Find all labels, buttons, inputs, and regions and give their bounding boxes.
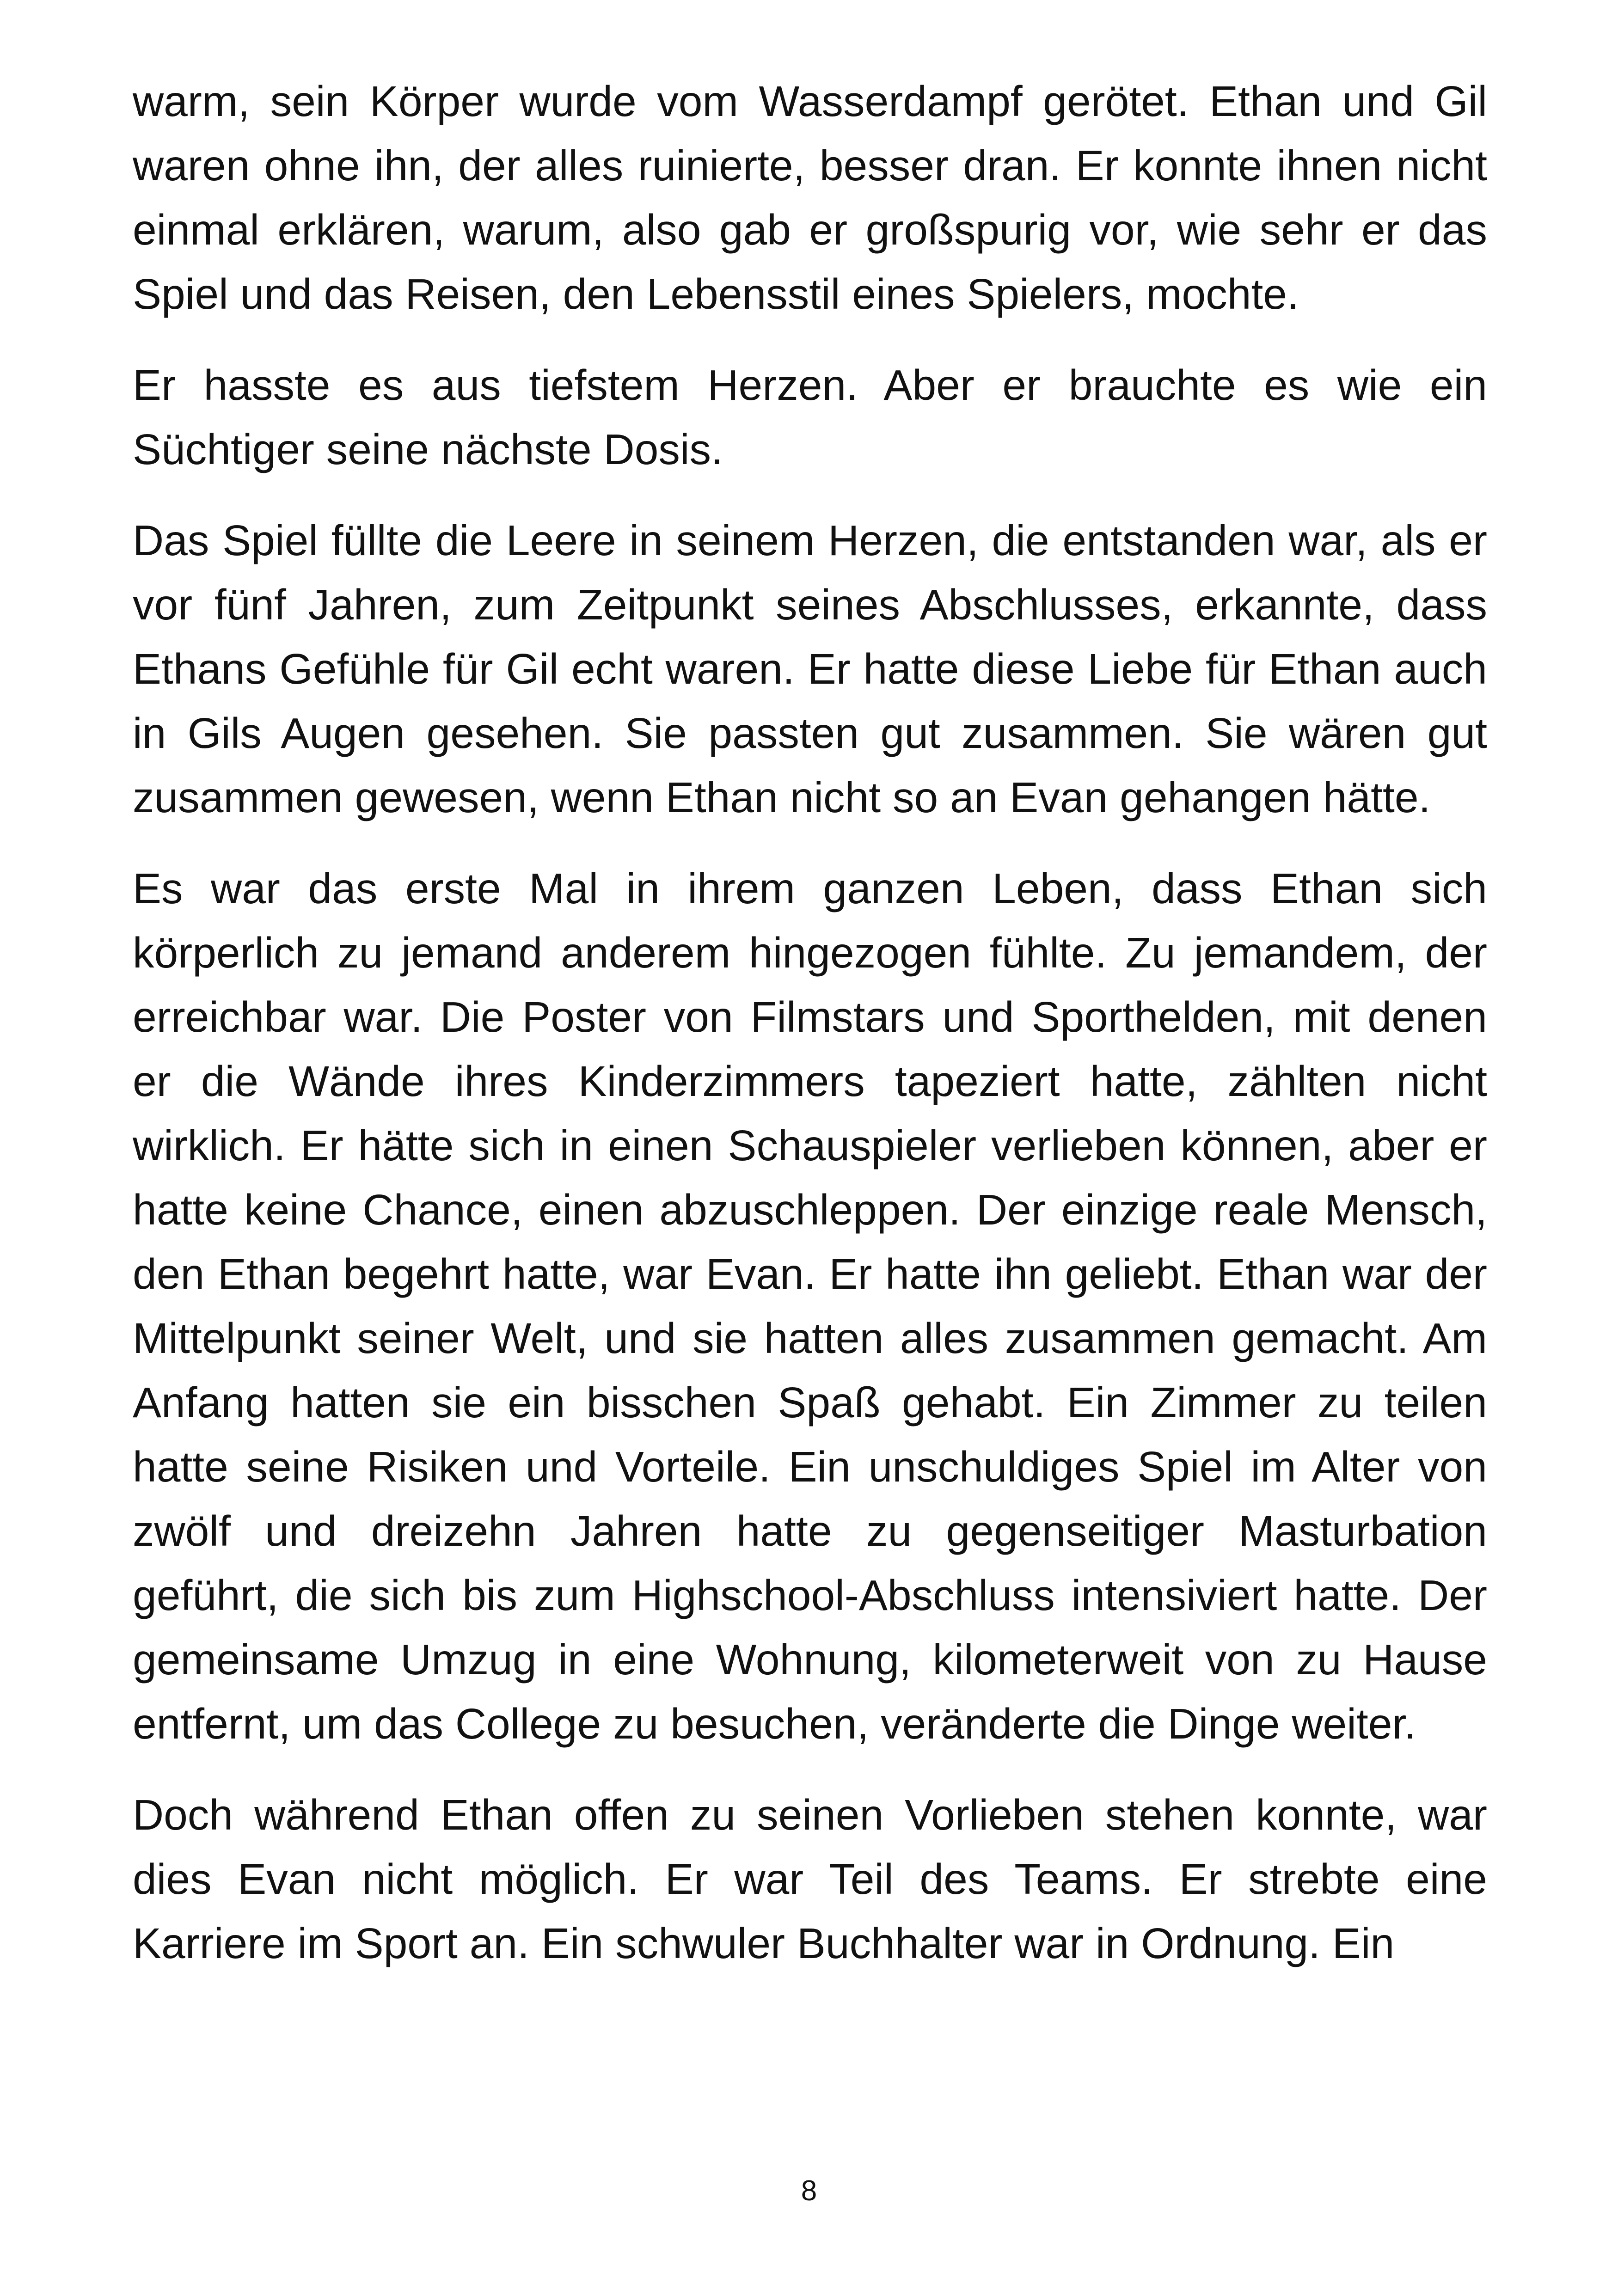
body-text bbox=[133, 69, 1487, 2002]
paragraph-1: warm, sein Körper wurde vom Wasserdampf gerötet. Ethan und Gil waren ohne ihn, der alles ruinierte, besser dran. Er konnte ihnen nicht einmal erklären, warum, also gab er großspurig vor, wie sehr er das Spiel und das Reisen, den Lebensstil eines Spielers, mochte. bbox=[133, 77, 1487, 318]
paragraph-4: Es war das erste Mal in ihrem ganzen Leben, dass Ethan sich körperlich zu jemand anderem hingezogen fühlte. Zu jemandem, der erreichbar war. Die Poster von Filmstars und Sporthelden, mit denen er die Wände ihres Kinderzimmers tapeziert hatte, zählten nicht wirklich. Er hätte sich in einen Schauspieler verlieben können, aber er hatte keine Chance, einen abzuschleppen. Der einzige reale Mensch, den Ethan begehrt hatte, war Evan. Er hatte ihn geliebt. Ethan war der Mittelpunkt seiner Welt, und sie hatten alles zusammen gemacht. Am Anfang hatten sie ein bisschen Spaß gehabt. Ein Zimmer zu teilen hatte seine Risiken und Vorteile. Ein unschuldiges Spiel im Alter von zwölf und dreizehn Jahren hatte zu gegenseitiger Masturbation geführt, die sich bis zum Highschool-Abschluss intensiviert hatte. Der gemeinsame Umzug in eine Wohnung, kilometerweit von zu Hause entfernt, um das College zu besuchen, veränderte die Dinge weiter. bbox=[133, 864, 1487, 1748]
paragraph-3: Das Spiel füllte die Leere in seinem Herzen, die entstanden war, als er vor fünf Jahren, zum Zeitpunkt seines Abschlusses, erkannte, dass Ethans Gefühle für Gil echt waren. Er hatte diese Liebe für Ethan auch in Gils Augen gesehen. Sie passten gut zusammen. Sie wären gut zusammen gewesen, wenn Ethan nicht so an Evan gehangen hätte. bbox=[133, 516, 1487, 821]
paragraph-5: Doch während Ethan offen zu seinen Vorlieben stehen konnte, war dies Evan nicht möglich. Er war Teil des Teams. Er strebte eine Karriere im Sport an. Ein schwuler Buchhalter war in Ordnung. Ein bbox=[133, 1791, 1487, 1967]
page-number: 8 bbox=[801, 2175, 817, 2207]
paragraph-2: Er hasste es aus tiefstem Herzen. Aber er brauchte es wie ein Süchtiger seine nächste Dosis. bbox=[133, 361, 1487, 473]
